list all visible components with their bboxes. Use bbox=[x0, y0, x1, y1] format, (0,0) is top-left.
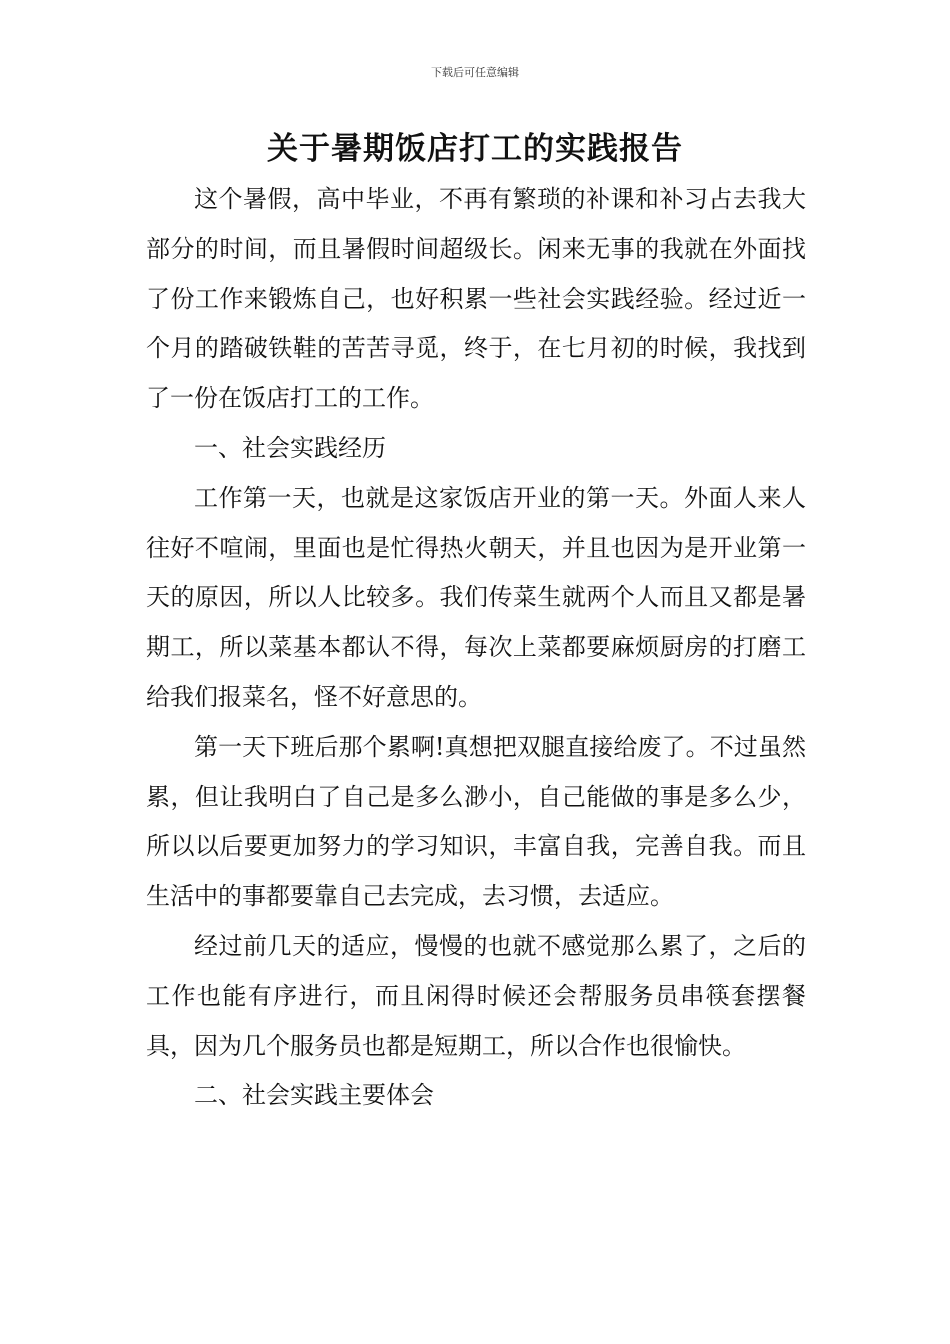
section-heading-experience: 一、社会实践经历 bbox=[194, 433, 386, 462]
header-note: 下载后可任意编辑 bbox=[431, 66, 519, 79]
document-body bbox=[146, 175, 806, 1121]
paragraph-adapt: 经过前几天的适应，慢慢的也就不感觉那么累了，之后的工作也能有序进行，而且闲得时候还会帮服务员串筷套摆餐具，因为几个服务员也都是短期工，所以合作也很愉快。 bbox=[146, 931, 806, 1060]
document-title: 关于暑期饭店打工的实践报告 bbox=[267, 131, 683, 167]
paragraph-first-day: 工作第一天，也就是这家饭店开业的第一天。外面人来人往好不喧闹，里面也是忙得热火朝天，并且也因为是开业第一天的原因，所以人比较多。我们传菜生就两个人而且又都是暑期工，所以菜基本都认不得，每次上菜都要麻烦厨房的打磨工给我们报菜名，怪不好意思的。 bbox=[146, 483, 806, 711]
paragraph-intro: 这个暑假，高中毕业，不再有繁琐的补课和补习占去我大部分的时间，而且暑假时间超级长。闲来无事的我就在外面找了份工作来锻炼自己，也好积累一些社会实践经验。经过近一个月的踏破铁鞋的苦苦寻觅，终于，在七月初的时候，我找到了一份在饭店打工的工作。 bbox=[146, 185, 806, 413]
paragraph-tired: 第一天下班后那个累啊!真想把双腿直接给废了。不过虽然累，但让我明白了自己是多么渺小，自己能做的事是多么少，所以以后要更加努力的学习知识，丰富自我，完善自我。而且生活中的事都要靠自己去完成，去习惯，去适应。 bbox=[146, 732, 806, 911]
section-heading-insights: 二、社会实践主要体会 bbox=[194, 1081, 434, 1110]
